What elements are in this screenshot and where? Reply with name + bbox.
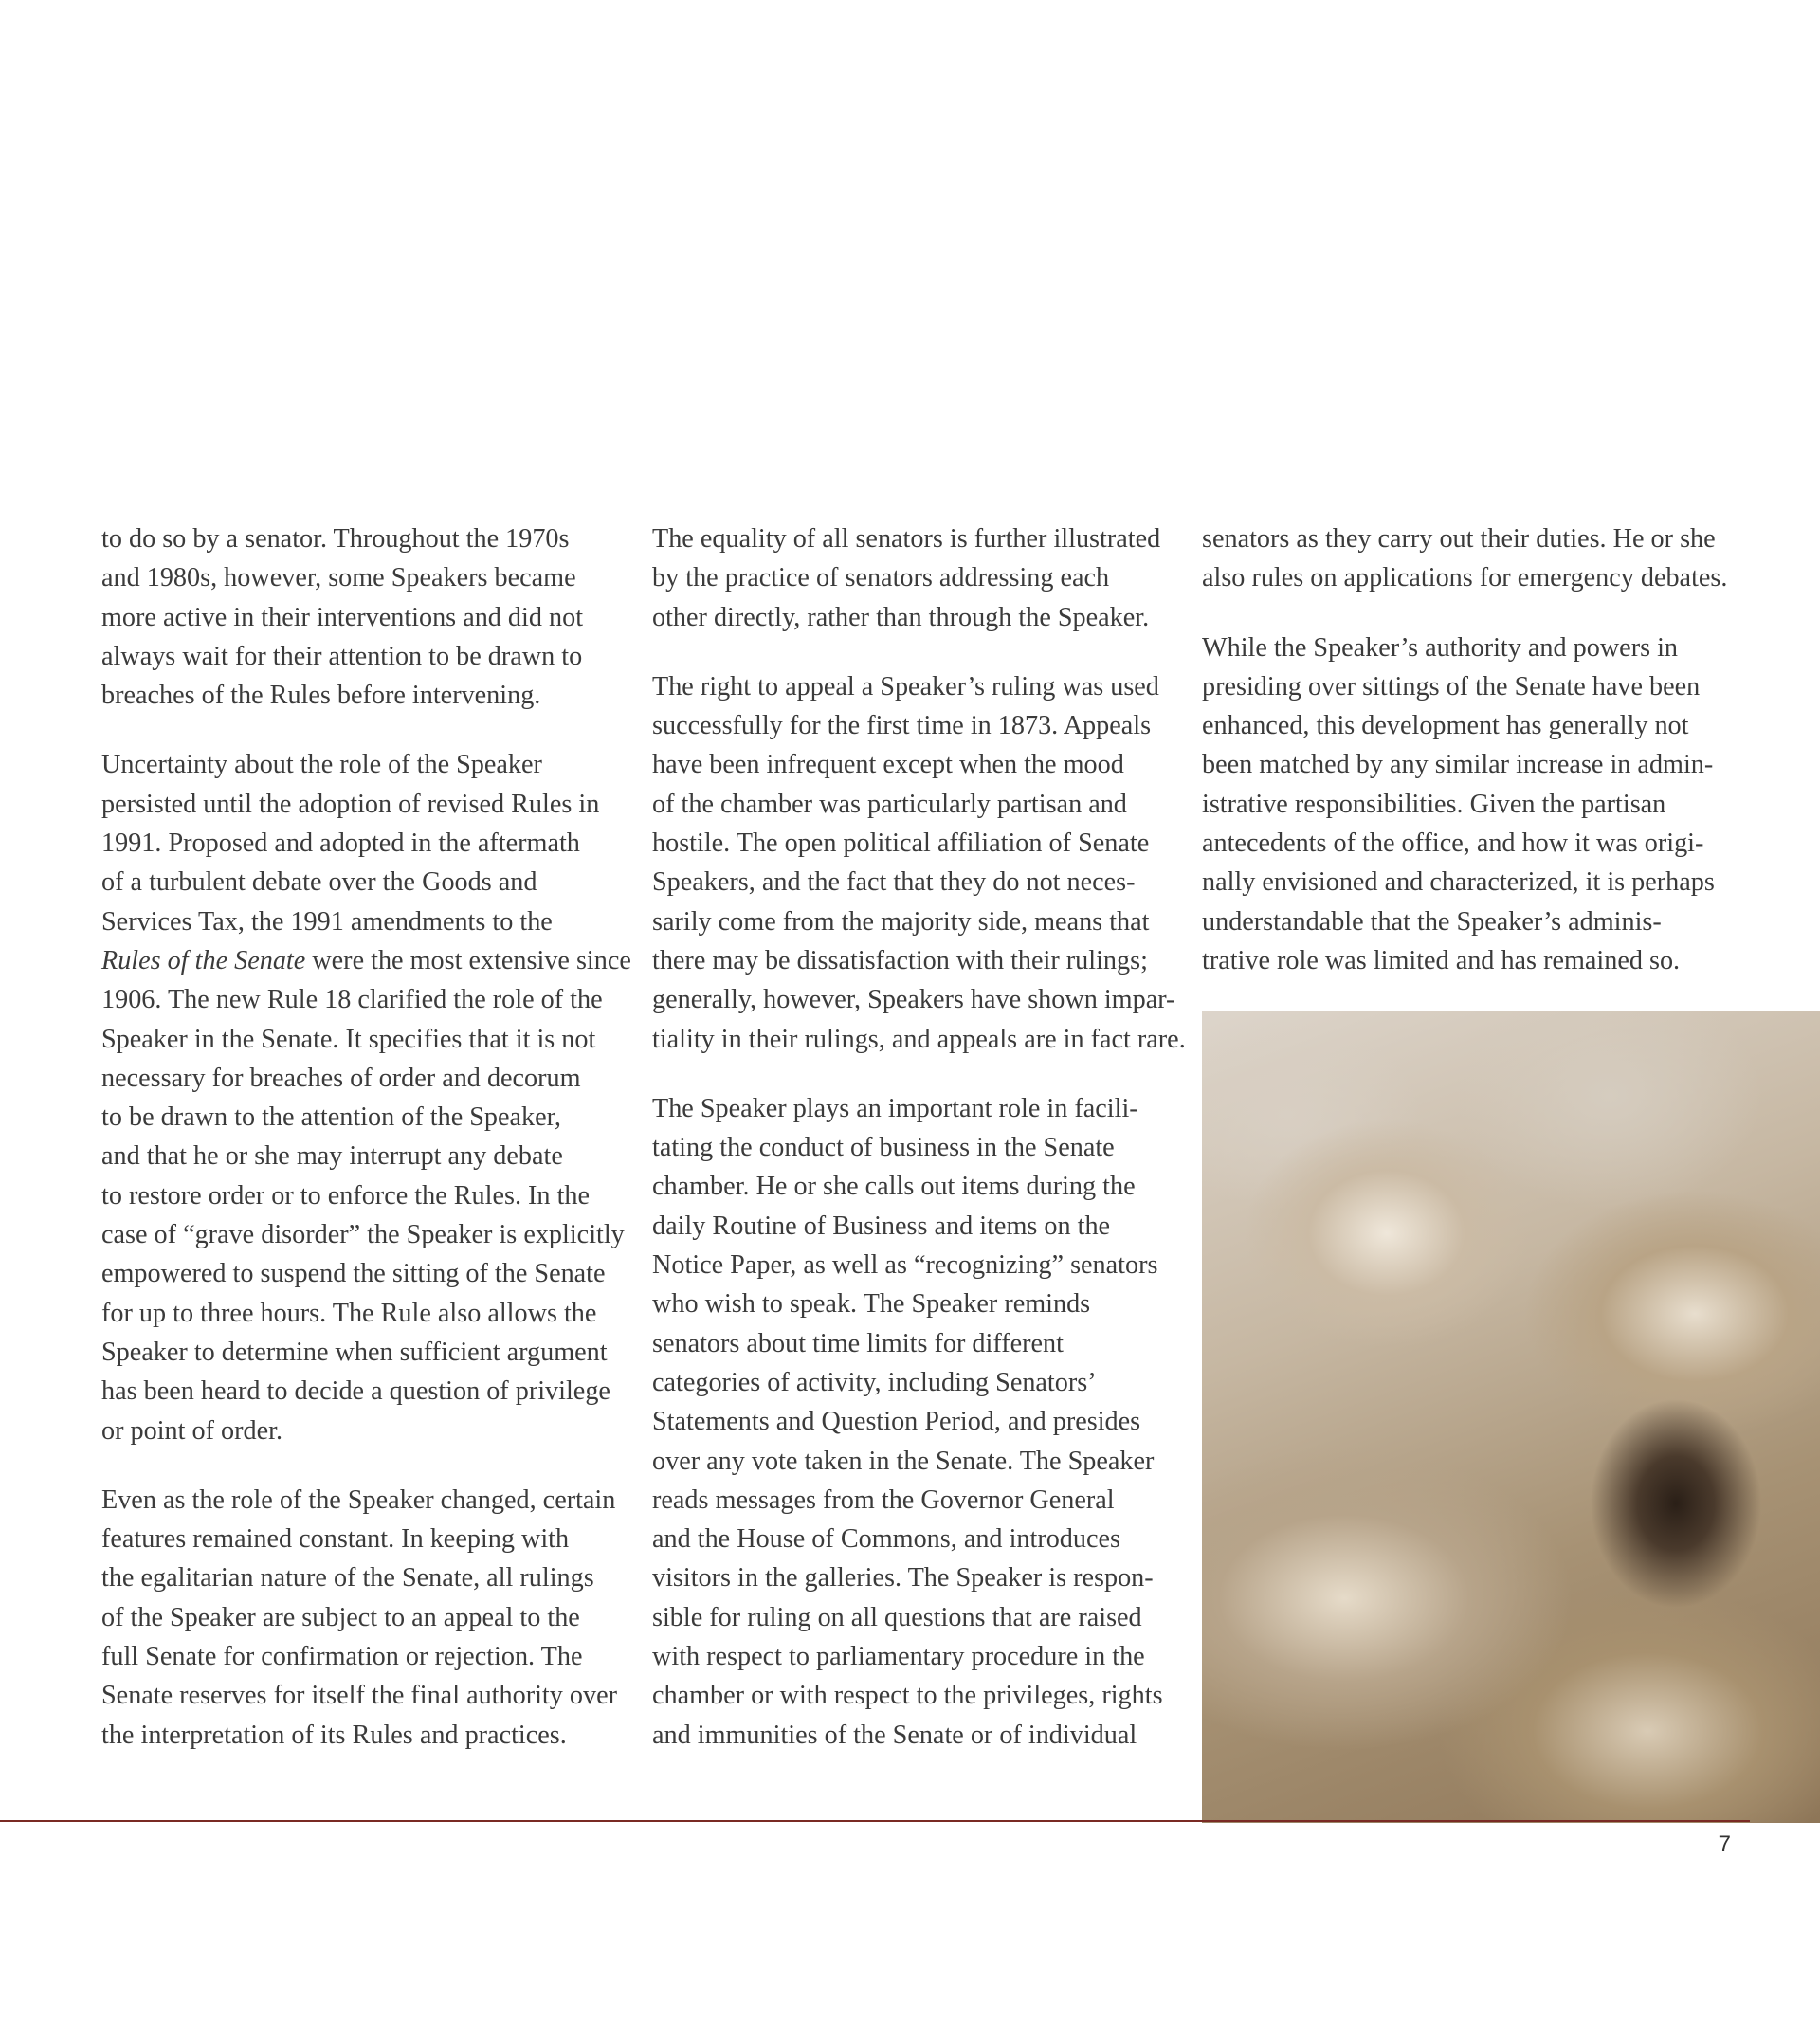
text-line: or point of order. [101, 1415, 283, 1446]
text-line: also rules on applications for emergency debates. [1202, 563, 1728, 593]
text-line: reads messages from the Governor General [652, 1485, 1115, 1515]
text-line: case of “grave disorder” the Speaker is explicitly [101, 1220, 625, 1250]
text-line: over any vote taken in the Senate. The Speaker [652, 1446, 1155, 1476]
text-line: to do so by a senator. Throughout the 1970s [101, 524, 570, 554]
text-line: always wait for their attention to be drawn to [101, 641, 583, 671]
text-line: Senate reserves for itself the final authority over [101, 1681, 617, 1711]
text-line: The right to appeal a Speaker’s ruling was used [652, 671, 1159, 701]
text-line: and 1980s, however, some Speakers became [101, 563, 576, 593]
text-line: tiality in their rulings, and appeals are in fact rare. [652, 1024, 1186, 1054]
text-line: Even as the role of the Speaker changed, certain [101, 1485, 616, 1515]
text-line: successfully for the first time in 1873. Appeals [652, 711, 1152, 741]
text-column-3 [1202, 519, 1733, 980]
text-line: istrative responsibilities. Given the partisan [1202, 789, 1666, 819]
text-line: for up to three hours. The Rule also allows the [101, 1298, 597, 1328]
text-column-1 [101, 519, 631, 1755]
text-line: tating the conduct of business in the Senate [652, 1133, 1115, 1163]
footer-rule [0, 1820, 1750, 1822]
text-fragment: were the most extensive since [305, 945, 631, 975]
italic-title: Rules of the Senate [101, 945, 306, 975]
text-line: other directly, rather than through the Speaker. [652, 602, 1150, 632]
text-line: necessary for breaches of order and decorum [101, 1063, 581, 1093]
text-line: breaches of the Rules before intervening. [101, 681, 541, 711]
text-line: the interpretation of its Rules and practices. [101, 1720, 567, 1750]
text-column-2 [652, 519, 1186, 1755]
text-line: enhanced, this development has generally not [1202, 711, 1689, 741]
text-line: been matched by any similar increase in admin- [1202, 750, 1714, 780]
text-line: have been infrequent except when the mood [652, 750, 1124, 780]
text-line: persisted until the adoption of revised Rules in [101, 789, 600, 819]
text-line: Speakers, and the fact that they do not neces- [652, 867, 1136, 898]
text-line: The equality of all senators is further illustrated [652, 524, 1161, 554]
text-line: Speaker in the Senate. It specifies that it is not [101, 1024, 596, 1054]
paragraph [652, 667, 1186, 1059]
text-line: full Senate for confirmation or rejection. The [101, 1642, 583, 1672]
text-line: nally envisioned and characterized, it is perhaps [1202, 867, 1715, 898]
text-line: sible for ruling on all questions that are raised [652, 1602, 1142, 1632]
paragraph [652, 1089, 1172, 1755]
text-line: The Speaker plays an important role in facili- [652, 1093, 1138, 1123]
text-line: While the Speaker’s authority and powers in [1202, 632, 1679, 663]
text-line: hostile. The open political affiliation of Senate [652, 829, 1150, 859]
text-line: sarily come from the majority side, means that [652, 906, 1150, 937]
text-line: chamber. He or she calls out items during the [652, 1172, 1136, 1202]
text-line: Uncertainty about the role of the Speaker [101, 750, 542, 780]
paragraph [101, 1481, 621, 1755]
text-line: to be drawn to the attention of the Speaker, [101, 1102, 561, 1133]
text-line: by the practice of senators addressing each [652, 563, 1110, 593]
text-line: the egalitarian nature of the Senate, all rulings [101, 1563, 594, 1594]
text-line: Speaker to determine when sufficient argument [101, 1337, 608, 1367]
text-line: Statements and Question Period, and presides [652, 1407, 1141, 1437]
text-line: presiding over sittings of the Senate have been [1202, 671, 1701, 701]
text-line: there may be dissatisfaction with their rulings; [652, 945, 1148, 975]
text-line: visitors in the galleries. The Speaker is respon- [652, 1563, 1154, 1594]
text-line: senators about time limits for different [652, 1328, 1064, 1358]
text-line: features remained constant. In keeping with [101, 1524, 570, 1555]
text-line: senators as they carry out their duties. He or she [1202, 524, 1716, 554]
text-line [101, 941, 631, 980]
text-line: more active in their interventions and did not [101, 602, 584, 632]
text-line: of the Speaker are subject to an appeal to the [101, 1602, 580, 1632]
paragraph [652, 519, 1172, 637]
text-line: Notice Paper, as well as “recognizing” senators [652, 1250, 1158, 1281]
paragraph [1202, 519, 1733, 598]
text-line: antecedents of the office, and how it was origi- [1202, 829, 1704, 859]
text-line: 1991. Proposed and adopted in the aftermath [101, 829, 580, 859]
text-line: and immunities of the Senate or of individual [652, 1720, 1138, 1750]
paragraph [101, 745, 631, 1449]
text-line: empowered to suspend the sitting of the Senate [101, 1259, 606, 1289]
text-line: understandable that the Speaker’s adminis- [1202, 906, 1662, 937]
page-number: 7 [1718, 1831, 1731, 1857]
text-line: who wish to speak. The Speaker reminds [652, 1289, 1091, 1320]
text-line: 1906. The new Rule 18 clarified the role of the [101, 985, 603, 1015]
text-line: to restore order or to enforce the Rules. In the [101, 1180, 591, 1211]
text-line: of a turbulent debate over the Goods and [101, 867, 537, 898]
text-line: generally, however, Speakers have shown impar- [652, 985, 1175, 1015]
text-line: daily Routine of Business and items on the [652, 1211, 1111, 1241]
text-line: has been heard to decide a question of privilege [101, 1376, 610, 1407]
text-line: trative role was limited and has remained so. [1202, 945, 1681, 975]
text-line: of the chamber was particularly partisan and [652, 789, 1127, 819]
text-line: and the House of Commons, and introduces [652, 1524, 1120, 1555]
paragraph [1202, 628, 1733, 981]
text-line: chamber or with respect to the privileges, rights [652, 1681, 1163, 1711]
text-line: and that he or she may interrupt any debate [101, 1141, 563, 1172]
stone-carving-photo [1202, 1011, 1820, 1823]
paragraph [101, 519, 621, 715]
text-line: Services Tax, the 1991 amendments to the [101, 906, 553, 937]
text-line: with respect to parliamentary procedure in the [652, 1642, 1145, 1672]
text-line: categories of activity, including Senators’ [652, 1367, 1097, 1397]
